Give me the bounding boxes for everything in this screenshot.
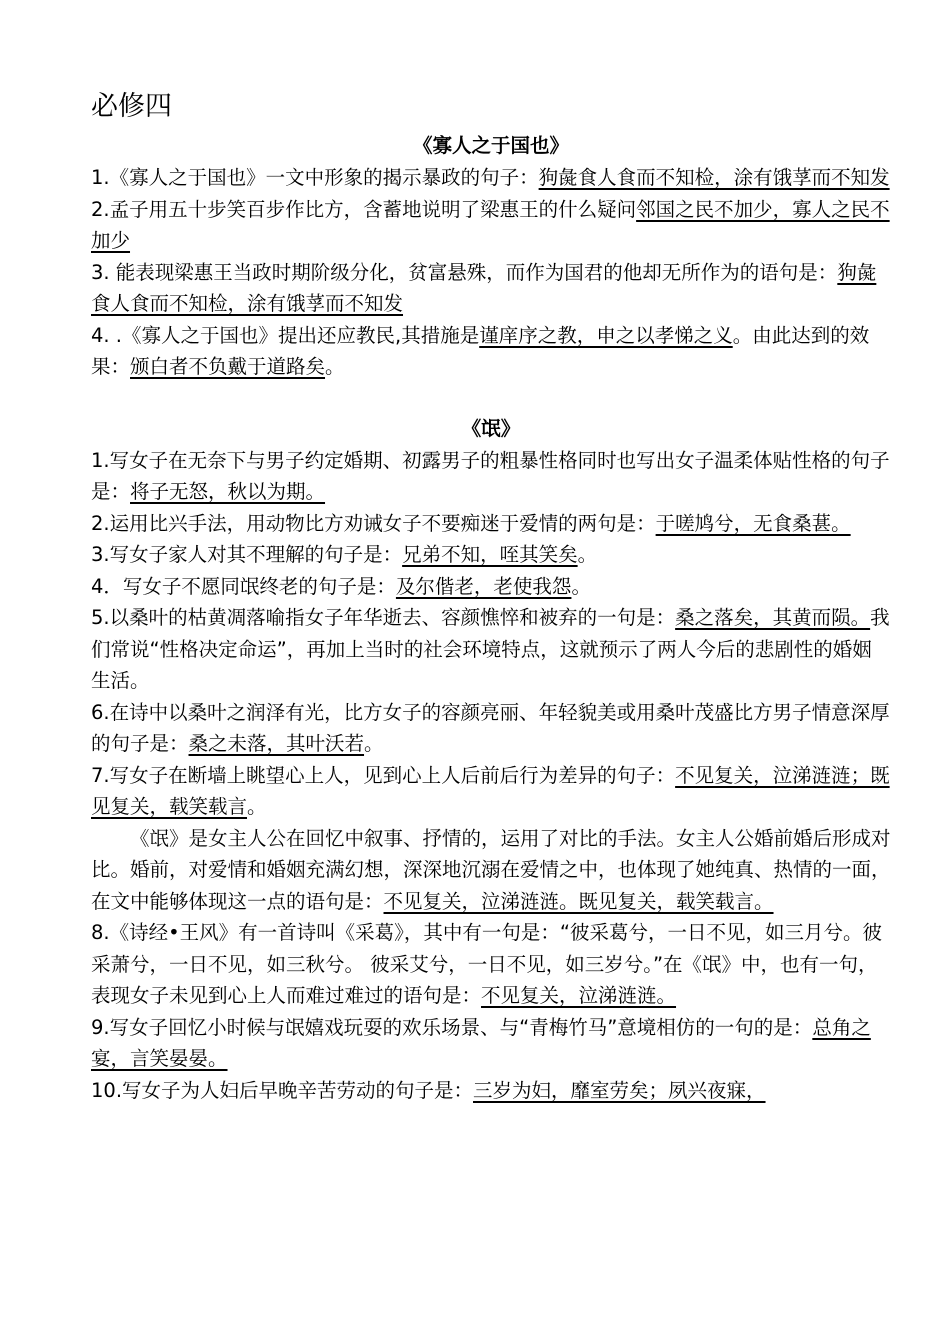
question-1: 1.写女子在无奈下与男子约定婚期、初露男子的粗暴性格同时也写出女子温柔体贴性格的句子是：将子无怒，秋以为期。	[91, 448, 890, 503]
answer: 狗彘食人食而不知检，涂有饿莩而不知发	[538, 166, 890, 189]
answer: 于嗟鸠兮，无食桑葚。	[655, 511, 851, 535]
question-8: 8.《诗经•王风》有一首诗叫《采葛》，其中有一句是：“彼采葛兮，一日不见，如三月兮。彼采萧兮，一日不见，如三秋兮。 彼采艾兮，一日不见，如三岁兮。”在《氓》中，也有一句，表现女子未见到心上人而难过难过的语句是：不见复关，泣涕涟涟。	[91, 921, 882, 1007]
answer: 狗彘食人食而不知检，涂有饿莩而不知发	[91, 260, 877, 315]
question-4: 4．写女子不愿同氓终老的句子是：及尔偕老，老使我怨。	[91, 574, 591, 598]
question-3: 3.写女子家人对其不理解的句子是：兄弟不知，咥其笑矣。	[91, 543, 598, 566]
page-heading: 必修四	[91, 91, 172, 122]
question-2: 2.孟子用五十步笑百步作比方，含蓄地说明了梁惠王的什么疑问邻国之民不加少，寡人之民不加少	[91, 197, 890, 252]
question-7: 7.写女子在断墙上眺望心上人，见到心上人后前后行为差异的句子：不见复关，泣涕涟涟；既见复关，载笑载言。	[91, 763, 890, 818]
answer: 不见复关，泣涕涟涟；既见复关，载笑载言	[91, 763, 890, 818]
answer: 桑之落矣，其黄而陨。	[675, 606, 871, 629]
question-10: 10.写女子为人妇后早晚辛苦劳动的句子是：三岁为妇，靡室劳矣；夙兴夜寐，	[91, 1078, 766, 1102]
question-9: 9.写女子回忆小时候与氓嬉戏玩耍的欢乐场景、与“青梅竹马”意境相仿的一句的是：总角之宴，言笑晏晏。	[91, 1015, 871, 1070]
answer: 总角之宴，言笑晏晏。	[91, 1015, 871, 1070]
question-1: 1.《寡人之于国也》一文中形象的揭示暴政的句子：狗彘食人食而不知检，涂有饿莩而不知发	[91, 166, 890, 189]
answer: 桑之未落，其叶沃若	[188, 732, 365, 755]
question-5: 5.以桑叶的枯黄凋落喻指女子年华逝去、容颜憔悴和被弃的一句是：桑之落矣，其黄而陨。我们常说“性格决定命运”，再加上当时的社会环境特点，这就预示了两人今后的悲剧性的婚姻生活。	[91, 606, 890, 692]
question-4: 4. .《寡人之于国也》提出还应教民,其措施是谨庠序之教，申之以孝悌之义。由此达到的效果：颁白者不负戴于道路矣。	[91, 323, 870, 378]
answer: 邻国之民不加少，寡人之民不加少	[91, 197, 890, 252]
answer: 及尔偕老，老使我怨	[395, 574, 572, 598]
answer: 谨庠序之教，申之以孝悌之义	[479, 323, 733, 347]
section-title-meng: 《氓》	[461, 416, 521, 440]
answer: 兄弟不知，咥其笑矣	[402, 543, 578, 566]
question-6: 6.在诗中以桑叶之润泽有光，比方女子的容颜亮丽、年轻貌美或用桑叶茂盛比方男子情意深厚的句子是：桑之未落，其叶沃若。	[91, 700, 890, 755]
answer: 不见复关，泣涕涟涟。	[481, 984, 677, 1007]
section-title-guaren: 《寡人之于国也》	[412, 134, 569, 157]
answer: 将子无怒，秋以为期。	[130, 480, 326, 503]
answer: 三岁为妇，靡室劳矣；夙兴夜寐，	[473, 1078, 766, 1102]
question-3: 3. 能表现梁惠王当政时期阶级分化，贫富悬殊，而作为国君的他却无所作为的语句是：狗彘食人食而不知检，涂有饿莩而不知发	[91, 260, 877, 315]
answer: 颁白者不负戴于道路矣	[130, 355, 326, 378]
answer: 不见复关，泣涕涟涟。既见复关，载笑载言。	[383, 889, 774, 913]
document-page	[91, 88, 891, 1106]
question-2: 2.运用比兴手法，用动物比方劝诫女子不要痴迷于爱情的两句是：于嗟鸠兮，无食桑葚。	[91, 511, 851, 535]
analysis-paragraph: 《氓》是女主人公在回忆中叙事、抒情的，运用了对比的手法。女主人公婚前婚后形成对比。婚前，对爱情和婚姻充满幻想，深深地沉溺在爱情之中，也体现了她纯真、热情的一面，在文中能够体现这一点的语句是：不见复关，泣涕涟涟。既见复关，载笑载言。	[91, 826, 891, 913]
